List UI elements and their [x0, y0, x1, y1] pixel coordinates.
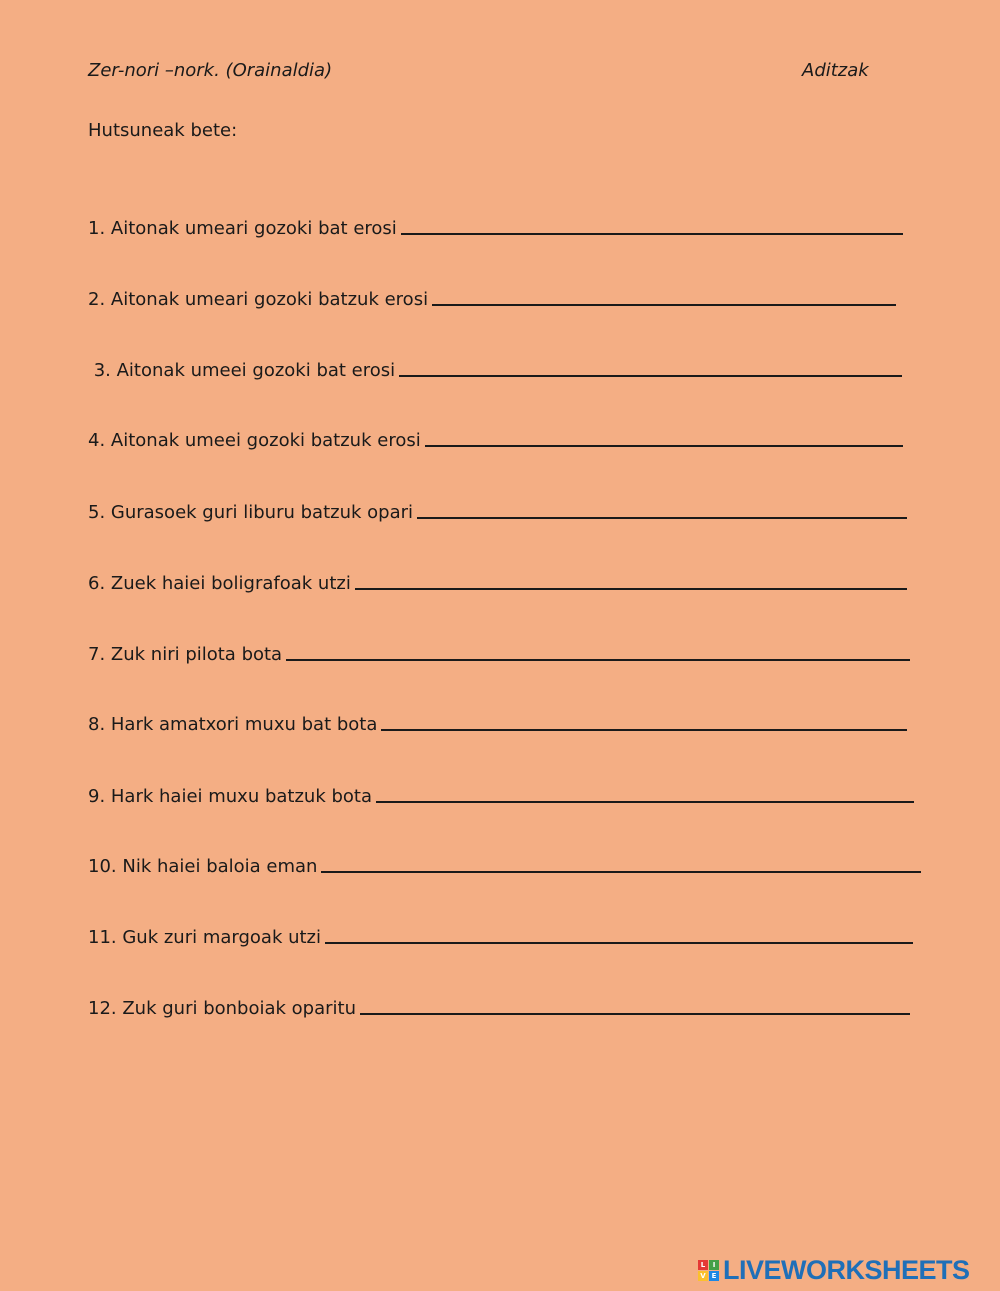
exercise-text: 12. Zuk guri bonboiak oparitu	[88, 998, 356, 1019]
answer-blank[interactable]	[325, 942, 913, 944]
instruction-text: Hutsuneak bete:	[88, 120, 238, 141]
exercise-text: 4. Aitonak umeei gozoki batzuk erosi	[88, 430, 421, 451]
exercise-6	[88, 567, 907, 595]
exercise-text: 11. Guk zuri margoak utzi	[88, 927, 322, 948]
exercise-text: 9. Hark haiei muxu batzuk bota	[88, 786, 373, 807]
worksheet-title: Zer-nori –nork. (Orainaldia)	[88, 60, 333, 81]
answer-blank[interactable]	[401, 233, 903, 235]
exercise-text: 2. Aitonak umeari gozoki batzuk erosi	[88, 289, 429, 310]
answer-blank[interactable]	[417, 517, 907, 519]
exercise-4	[88, 424, 903, 452]
answer-blank[interactable]	[376, 801, 914, 803]
logo-badge-letter: I	[709, 1260, 719, 1270]
worksheet-subject: Aditzak	[802, 60, 869, 81]
exercise-5	[88, 496, 907, 524]
exercise-text: 5. Gurasoek guri liburu batzuk opari	[88, 502, 414, 523]
exercise-text: 7. Zuk niri pilota bota	[88, 644, 283, 665]
answer-blank[interactable]	[355, 588, 907, 590]
logo-badge-letter: L	[698, 1260, 708, 1270]
exercise-text: 6. Zuek haiei boligrafoak utzi	[88, 573, 351, 594]
exercise-text: 1. Aitonak umeari gozoki bat erosi	[88, 218, 397, 239]
exercise-text: 3. Aitonak umeei gozoki bat erosi	[88, 360, 396, 381]
answer-blank[interactable]	[360, 1013, 910, 1015]
exercise-11	[88, 921, 913, 949]
exercise-12	[88, 992, 910, 1020]
exercise-3	[88, 354, 902, 382]
logo-text: LIVEWORKSHEETS	[723, 1255, 970, 1285]
answer-blank[interactable]	[286, 659, 910, 661]
logo-badge-icon	[698, 1260, 719, 1281]
exercise-text: 8. Hark amatxori muxu bat bota	[88, 714, 378, 735]
logo-badge-letter: E	[709, 1271, 719, 1281]
exercise-7	[88, 638, 910, 666]
answer-blank[interactable]	[381, 729, 907, 731]
exercise-text: 10. Nik haiei baloia eman	[88, 856, 318, 877]
answer-blank[interactable]	[321, 871, 921, 873]
exercise-10	[88, 850, 921, 878]
answer-blank[interactable]	[432, 304, 896, 306]
answer-blank[interactable]	[425, 445, 903, 447]
exercise-8	[88, 708, 907, 736]
liveworksheets-logo	[698, 1255, 970, 1286]
exercise-9	[88, 780, 914, 808]
exercise-2	[88, 283, 896, 311]
answer-blank[interactable]	[399, 375, 902, 377]
logo-badge-letter: V	[698, 1271, 708, 1281]
exercise-1	[88, 212, 903, 240]
